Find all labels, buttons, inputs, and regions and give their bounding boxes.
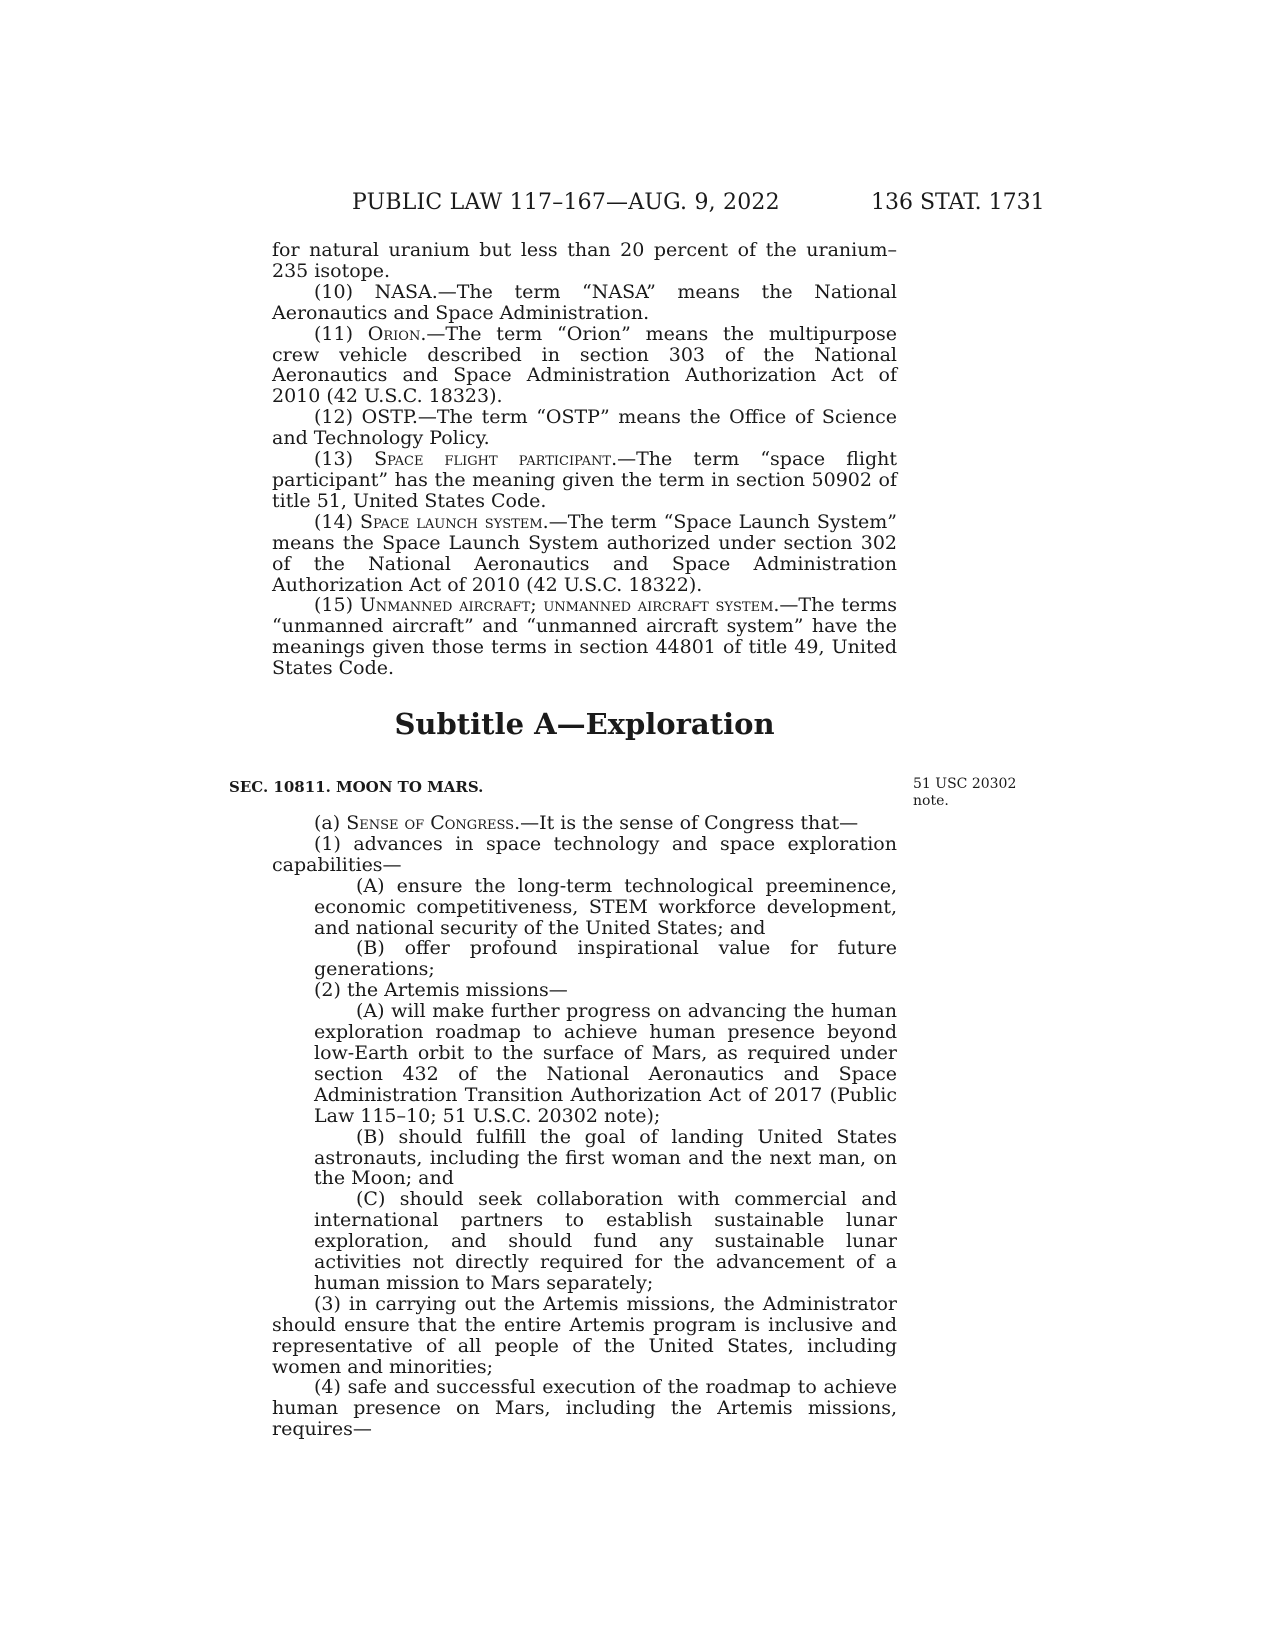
- definition-14: (14) Space launch system.—The term “Space Launch System” means the Space Launch System authorized under section 302 of the National Aeronautics and Space Administration Authorization Act of 2010 (42 U.S.C. 18322).: [272, 510, 898, 596]
- subparagraph-2c: (C) should seek collaboration with commercial and international partners to establish sustainable lunar exploration, and should fund any sustainable lunar activities not directly required for the advancement of a human mission to Mars separately;: [314, 1188, 897, 1294]
- subtitle-heading: Subtitle A—Exploration: [394, 707, 775, 741]
- page-stat-number: 136 STAT. 1731: [871, 190, 1045, 215]
- subparagraph-2b: (B) should fulfill the goal of landing United States astronauts, including the first woman and the next man, on the Moon; and: [314, 1125, 897, 1190]
- definition-10: (10) NASA.—The term “NASA” means the National Aeronautics and Space Administration.: [272, 280, 897, 324]
- running-header-title: PUBLIC LAW 117–167—AUG. 9, 2022: [352, 190, 780, 215]
- paragraph-1: (1) advances in space technology and space exploration capabilities—: [272, 832, 897, 876]
- subsection-a: (a) Sense of Congress.—It is the sense of Congress that—: [314, 812, 859, 834]
- continued-paragraph: for natural uranium but less than 20 percent of the uranium–235 isotope.: [272, 239, 897, 282]
- section-heading: SEC. 10811. MOON TO MARS.: [229, 778, 484, 796]
- paragraph-2: (2) the Artemis missions—: [314, 979, 568, 1002]
- definition-15: (15) Unmanned aircraft; unmanned aircraft system.—The terms “unmanned aircraft” and “unmanned aircraft system” have the meanings given those terms in section 44801 of title 49, United States Code.: [272, 594, 897, 680]
- definition-12: (12) OSTP.—The term “OSTP” means the Office of Science and Technology Policy.: [272, 406, 897, 450]
- margin-note: 51 USC 20302 note.: [913, 776, 1017, 809]
- subparagraph-2a: (A) will make further progress on advancing the human exploration roadmap to achieve human presence beyond low-Earth orbit to the surface of Mars, as required under section 432 of the National Aeronautics and Space Administration Transition Authorization Act of 2017 (Public Law 115–10; 51 U.S.C. 20302 note);: [314, 1000, 897, 1127]
- definitions-block: [272, 240, 897, 679]
- definition-11: (11) Orion.—The term “Orion” means the multipurpose crew vehicle described in section 303 of the National Aeronautics and Space Administration Authorization Act of 2010 (42 U.S.C. 18323).: [272, 322, 897, 408]
- subparagraph-1a: (A) ensure the long-term technological preeminence, economic competitiveness, STEM workforce development, and national security of the United States; and: [314, 874, 897, 939]
- paragraph-3: (3) in carrying out the Artemis missions, the Administrator should ensure that the entire Artemis program is inclusive and representative of all people of the United States, including women and minorities;: [272, 1292, 897, 1378]
- definition-13: (13) Space flight participant.—The term “space flight participant” has the meaning given the term in section 50902 of title 51, United States Code.: [272, 448, 897, 512]
- paragraph-4: (4) safe and successful execution of the roadmap to achieve human presence on Mars, including the Artemis missions, requires—: [272, 1376, 897, 1441]
- section-body: [272, 813, 897, 1440]
- subparagraph-1b: (B) offer profound inspirational value for future generations;: [314, 937, 897, 981]
